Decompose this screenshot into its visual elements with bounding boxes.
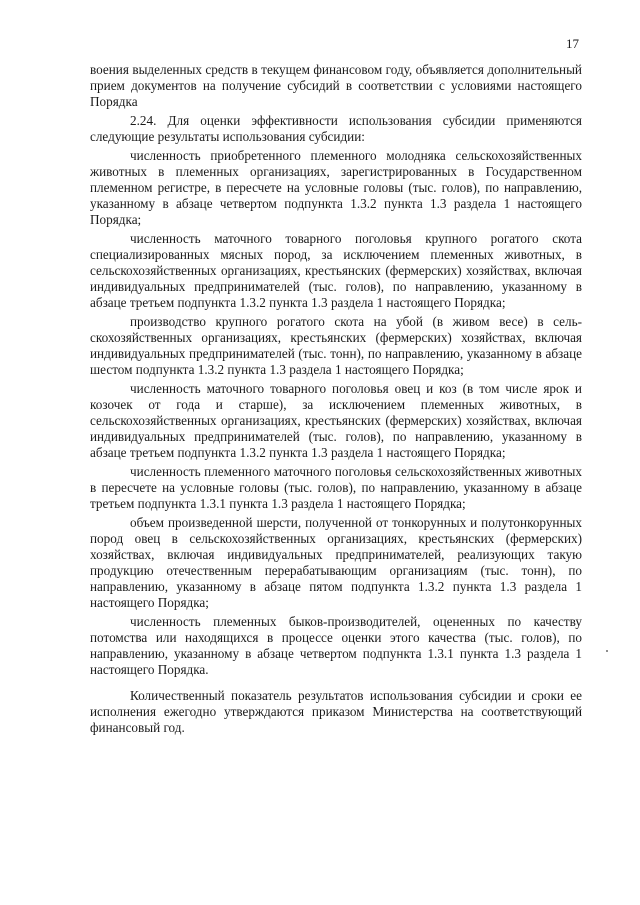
paragraph-result-beef-cattle-stock: численность маточного товарного поголовья крупного рогатого скота специализированных мясных пород, за исключением племенных животных, в сельскохозяйственных организациях, крестьянских (фермерских) хозяйствах, включая индивидуальных предпринимателей (тыс. голов), по направлению, указанному в абзаце третьем подпункта 1.3.2 пункта 1.3 раздела 1 настоящего Порядка;	[90, 231, 582, 310]
paragraph-quantitative-indicator: Количественный показатель результатов использования субсидии и сроки ее исполнения ежегодно утверждаются приказом Министерства на соответствующий финансовый год.	[90, 688, 582, 735]
paragraph-result-sheep-goats-stock: численность маточного товарного поголовья овец и коз (в том числе ярок и козочек от года и старше), за исключением племенных животных, в сельскохозяйственных организациях, крестьянских (фермерских) хозяйствах, включая индивидуальных предпринимателей (тыс. голов), по направлению, указанному в абзаце третьем подпункта 1.3.2 пункта 1.3 раздела 1 настоящего Порядка;	[90, 381, 582, 460]
paragraph-continuation: воения выделенных средств в текущем финансовом году, объявляется дополнительный прием документов на получение субсидий в соответствии с условиями настоящего Порядка	[90, 62, 582, 109]
paragraph-result-wool-volume: объем произведенной шерсти, полученной от тонкорунных и полутонкорунных пород овец в сельскохозяйственных организациях, крестьянских (фермерских) хозяйствах, включая индивидуальных предпринимателей, реализующих такую продукцию отечественным перерабатывающим организациям (тыс. тонн), по направлению, указанному в абзаце пятом подпункта 1.3.2 пункта 1.3 раздела 1 настоящего Порядка;	[90, 515, 582, 610]
scan-speck	[606, 650, 608, 652]
paragraph-result-breeding-stock: численность племенного маточного поголовья сельскохозяйственных животных в пересчете на условные головы (тыс. голов), по направлению, указанному в абзаце третьем подпункта 1.3.1 пункта 1.3 раздела 1 настоящего Порядка;	[90, 464, 582, 511]
document-body	[90, 62, 582, 739]
paragraph-result-breeding-bulls: численность племенных быков-производителей, оцененных по качеству потомства или находящихся в процессе оценки этого качества (тыс. голов), по направлению, указанному в абзаце четвертом подпункта 1.3.1 пункта 1.3 раздела 1 настоящего Порядка.	[90, 614, 582, 677]
paragraph-result-cattle-slaughter: производство крупного рогатого скота на убой (в живом весе) в сельскохозяйственных организациях, крестьянских (фермерских) хозяйствах, включая индивидуальных предпринимателей (тыс. тонн), по направлению, указанному в абзаце шестом подпункта 1.3.2 пункта 1.3 раздела 1 настоящего Порядка;	[90, 314, 582, 377]
page-number: 17	[566, 36, 579, 51]
paragraph-section-2-24: 2.24. Для оценки эффективности использования субсидии применяются следующие результаты использования субсидии:	[90, 113, 582, 144]
paragraph-result-young-breeding-stock: численность приобретенного племенного молодняка сельскохозяйственных животных в племенных организациях, зарегистрированных в Государственном племенном регистре, в пересчете на условные головы (тыс. голов), по направлению, указанному в абзаце четвертом подпункта 1.3.2 пункта 1.3 раздела 1 настоящего Порядка;	[90, 148, 582, 227]
